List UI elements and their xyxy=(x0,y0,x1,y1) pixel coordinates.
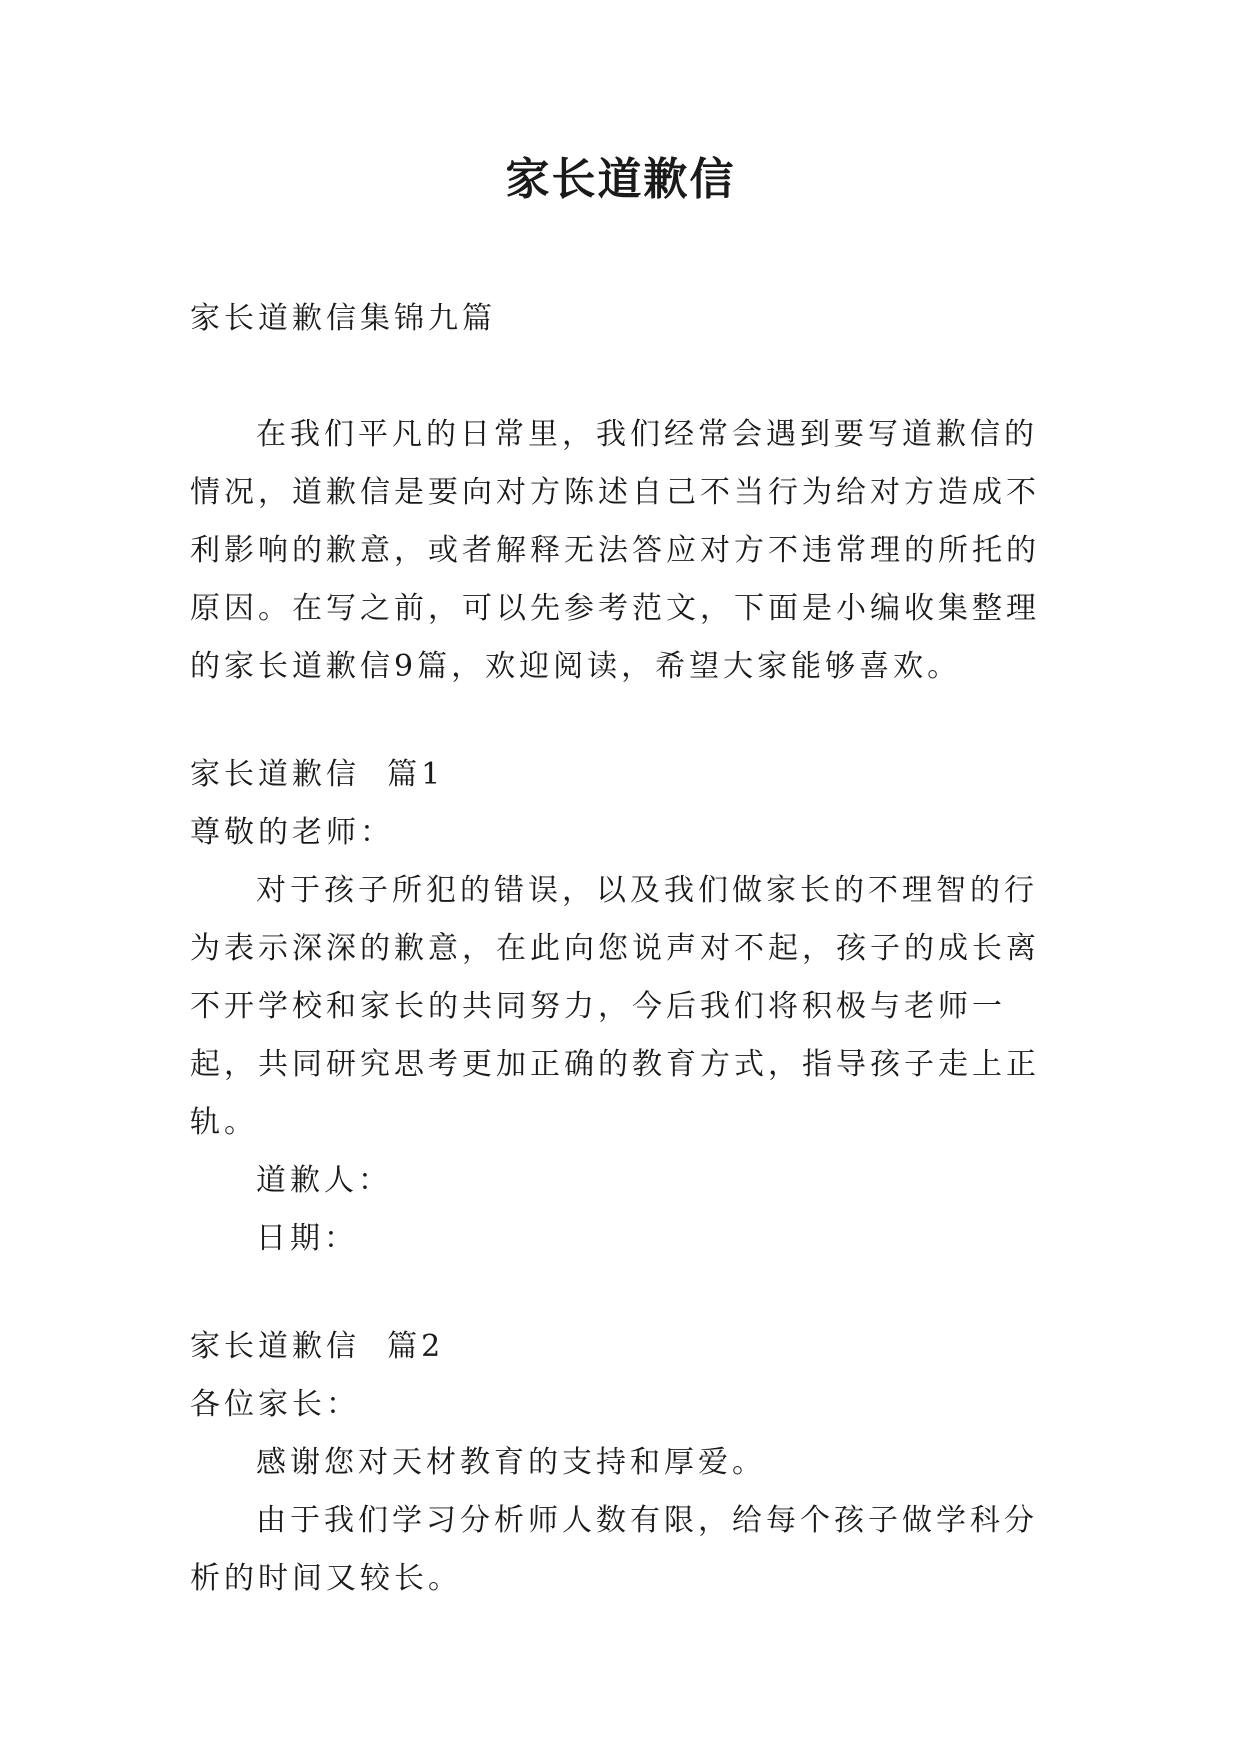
section-1-heading: 家长道歉信 篇1 xyxy=(190,757,445,792)
section-2-salutation: 各位家长： xyxy=(190,1387,360,1422)
section-1-signer: 道歉人： xyxy=(256,1163,392,1198)
section-2-heading: 家长道歉信 篇2 xyxy=(190,1329,445,1364)
document-subtitle: 家长道歉信集锦九篇 xyxy=(190,301,496,336)
section-1-salutation: 尊敬的老师： xyxy=(190,815,394,850)
document-title: 家长道歉信 xyxy=(505,154,736,205)
document-body xyxy=(190,290,1056,1608)
section-1-body: 对于孩子所犯的错误，以及我们做家长的不理智的行为表示深深的歉意，在此向您说声对不起，孩子的成长离不开学校和家长的共同努力，今后我们将积极与老师一起，共同研究思考更加正确的教育方式，指导孩子走上正轨。 xyxy=(190,873,1040,1140)
section-1-date: 日期： xyxy=(256,1221,358,1256)
section-2-body-1: 感谢您对天材教育的支持和厚爱。 xyxy=(256,1445,766,1480)
section-2-body-2: 由于我们学习分析师人数有限，给每个孩子做学科分析的时间又较长。 xyxy=(190,1503,1038,1596)
intro-paragraph: 在我们平凡的日常里，我们经常会遇到要写道歉信的情况，道歉信是要向对方陈述自己不当行为给对方造成不利影响的歉意，或者解释无法答应对方不违常理的所托的原因。在写之前，可以先参考范文，下面是小编收集整理的家长道歉信9篇，欢迎阅读，希望大家能够喜欢。 xyxy=(190,417,1040,684)
